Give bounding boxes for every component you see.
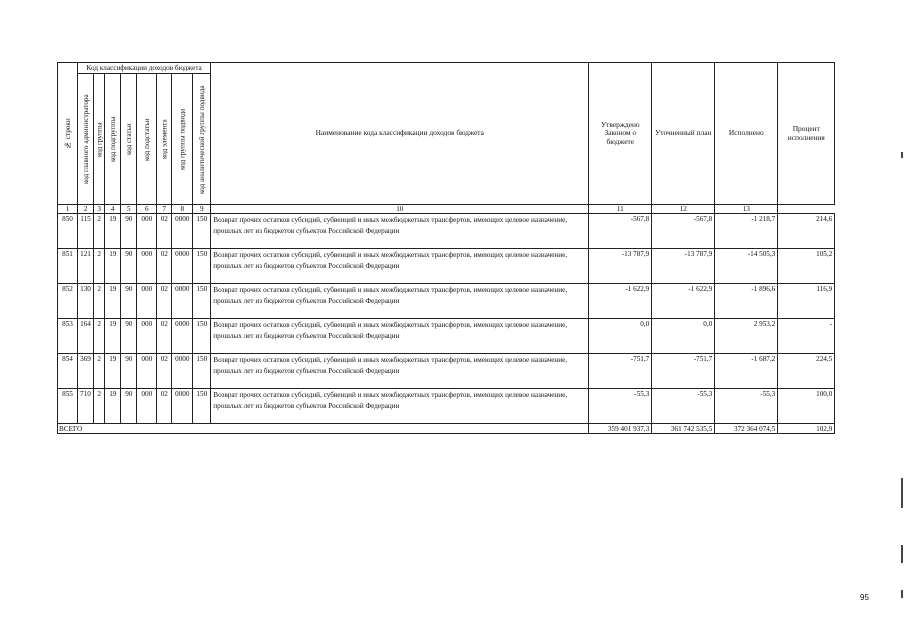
cell-row-number: 855 <box>58 389 78 424</box>
cell-element-code: 02 <box>157 214 172 249</box>
header-code-subgroup: код подгруппы <box>105 74 121 205</box>
cell-approved: -13 787,9 <box>589 249 652 284</box>
cell-analytic-group-code: 150 <box>193 284 211 319</box>
column-number-row <box>58 205 835 214</box>
cell-article-code: 90 <box>121 319 137 354</box>
cell-subtype-group-code: 0000 <box>172 319 193 354</box>
col-number: 6 <box>137 205 157 214</box>
scan-edge-mark <box>901 478 903 508</box>
col-number: 2 <box>78 205 94 214</box>
table-body <box>58 214 835 424</box>
col-number: 5 <box>121 205 137 214</box>
cell-name: Возврат прочих остатков субсидий, субвенций и иных межбюджетных трансфертов, имеющих целевое назначение, прошлых лет из бюджетов субъектов Российской Федерации <box>211 389 589 424</box>
cell-name: Возврат прочих остатков субсидий, субвенций и иных межбюджетных трансфертов, имеющих целевое назначение, прошлых лет из бюджетов субъектов Российской Федерации <box>211 319 589 354</box>
cell-name: Возврат прочих остатков субсидий, субвенций и иных межбюджетных трансфертов, имеющих целевое назначение, прошлых лет из бюджетов субъектов Российской Федерации <box>211 284 589 319</box>
budget-revenue-table <box>57 62 835 434</box>
cell-row-number: 850 <box>58 214 78 249</box>
total-executed: 372 364 074,5 <box>715 424 778 434</box>
header-executed: Исполнено <box>715 63 778 205</box>
cell-subarticle-code: 000 <box>137 214 157 249</box>
cell-executed: 2 953,2 <box>715 319 778 354</box>
cell-article-code: 90 <box>121 354 137 389</box>
header-refined: Уточненный план <box>652 63 715 205</box>
cell-name: Возврат прочих остатков субсидий, субвенций и иных межбюджетных трансфертов, имеющих целевое назначение, прошлых лет из бюджетов субъектов Российской Федерации <box>211 249 589 284</box>
total-refined: 361 742 535,5 <box>652 424 715 434</box>
cell-refined: -1 622,9 <box>652 284 715 319</box>
cell-row-number: 852 <box>58 284 78 319</box>
cell-approved: -567,8 <box>589 214 652 249</box>
cell-approved: -751,7 <box>589 354 652 389</box>
cell-admin-code: 115 <box>78 214 94 249</box>
cell-executed: -14 505,3 <box>715 249 778 284</box>
cell-subtype-group-code: 0000 <box>172 284 193 319</box>
cell-percent: 116,9 <box>778 284 835 319</box>
cell-admin-code: 710 <box>78 389 94 424</box>
col-number: 12 <box>652 205 715 214</box>
cell-subarticle-code: 000 <box>137 389 157 424</box>
cell-element-code: 02 <box>157 354 172 389</box>
cell-name: Возврат прочих остатков субсидий, субвенций и иных межбюджетных трансфертов, имеющих целевое назначение, прошлых лет из бюджетов субъектов Российской Федерации <box>211 214 589 249</box>
header-row-number: № строки <box>58 63 78 205</box>
cell-admin-code: 369 <box>78 354 94 389</box>
col-number: 8 <box>172 205 193 214</box>
header-approved: Утверждено Законом о бюджете <box>589 63 652 205</box>
cell-percent: 100,0 <box>778 389 835 424</box>
cell-row-number: 854 <box>58 354 78 389</box>
cell-group-code: 2 <box>94 284 105 319</box>
cell-group-code: 2 <box>94 249 105 284</box>
cell-approved: 0,0 <box>589 319 652 354</box>
table-row <box>58 319 835 354</box>
cell-percent: 105,2 <box>778 249 835 284</box>
total-percent: 102,9 <box>778 424 835 434</box>
table-row <box>58 389 835 424</box>
cell-executed: -1 896,6 <box>715 284 778 319</box>
header-code-element: код элемента <box>157 74 172 205</box>
page-number: 95 <box>860 593 869 602</box>
table-row <box>58 249 835 284</box>
cell-subarticle-code: 000 <box>137 319 157 354</box>
table-row <box>58 284 835 319</box>
cell-admin-code: 164 <box>78 319 94 354</box>
cell-subgroup-code: 19 <box>105 214 121 249</box>
col-number: 1 <box>58 205 78 214</box>
cell-subgroup-code: 19 <box>105 319 121 354</box>
header-classification-group: Код классификации доходов бюджета <box>78 63 211 74</box>
header-name: Наименование кода классификации доходов бюджета <box>211 63 589 205</box>
cell-analytic-group-code: 150 <box>193 389 211 424</box>
cell-element-code: 02 <box>157 249 172 284</box>
header-percent: Процент исполнения <box>778 63 835 205</box>
header-code-subtype-group: код группы подвида <box>172 74 193 205</box>
cell-admin-code: 130 <box>78 284 94 319</box>
cell-analytic-group-code: 150 <box>193 214 211 249</box>
col-number: 11 <box>589 205 652 214</box>
table-row <box>58 214 835 249</box>
cell-row-number: 853 <box>58 319 78 354</box>
col-number: 9 <box>193 205 211 214</box>
cell-subgroup-code: 19 <box>105 354 121 389</box>
cell-article-code: 90 <box>121 214 137 249</box>
cell-group-code: 2 <box>94 214 105 249</box>
cell-article-code: 90 <box>121 249 137 284</box>
col-number: 13 <box>715 205 778 214</box>
cell-subtype-group-code: 0000 <box>172 354 193 389</box>
cell-percent: 224,5 <box>778 354 835 389</box>
cell-row-number: 851 <box>58 249 78 284</box>
cell-element-code: 02 <box>157 284 172 319</box>
table-header <box>58 63 835 214</box>
cell-subtype-group-code: 0000 <box>172 249 193 284</box>
cell-group-code: 2 <box>94 354 105 389</box>
col-number: 3 <box>94 205 105 214</box>
total-label: ВСЕГО <box>58 424 589 434</box>
cell-executed: -1 218,7 <box>715 214 778 249</box>
header-code-admin: код главного администратора <box>78 74 94 205</box>
cell-approved: -1 622,9 <box>589 284 652 319</box>
scan-edge-mark <box>901 590 903 598</box>
cell-name: Возврат прочих остатков субсидий, субвенций и иных межбюджетных трансфертов, имеющих целевое назначение, прошлых лет из бюджетов субъектов Российской Федерации <box>211 354 589 389</box>
total-row <box>58 424 835 434</box>
cell-refined: 0,0 <box>652 319 715 354</box>
cell-executed: -55,3 <box>715 389 778 424</box>
header-code-group: код группы <box>94 74 105 205</box>
cell-subarticle-code: 000 <box>137 249 157 284</box>
cell-subgroup-code: 19 <box>105 389 121 424</box>
cell-analytic-group-code: 150 <box>193 319 211 354</box>
cell-article-code: 90 <box>121 284 137 319</box>
col-number: 10 <box>211 205 589 214</box>
cell-admin-code: 121 <box>78 249 94 284</box>
cell-refined: -13 787,9 <box>652 249 715 284</box>
cell-subgroup-code: 19 <box>105 249 121 284</box>
cell-percent: - <box>778 319 835 354</box>
cell-element-code: 02 <box>157 319 172 354</box>
cell-executed: -1 687,2 <box>715 354 778 389</box>
cell-analytic-group-code: 150 <box>193 354 211 389</box>
cell-percent: 214,6 <box>778 214 835 249</box>
cell-article-code: 90 <box>121 389 137 424</box>
header-code-article: код статьи <box>121 74 137 205</box>
cell-approved: -55,3 <box>589 389 652 424</box>
header-code-subarticle: код подстатьи <box>137 74 157 205</box>
cell-element-code: 02 <box>157 389 172 424</box>
total-approved: 359 401 937,3 <box>589 424 652 434</box>
cell-subtype-group-code: 0000 <box>172 389 193 424</box>
cell-group-code: 2 <box>94 389 105 424</box>
col-number: 4 <box>105 205 121 214</box>
cell-group-code: 2 <box>94 319 105 354</box>
cell-subarticle-code: 000 <box>137 354 157 389</box>
col-number: 7 <box>157 205 172 214</box>
cell-refined: -55,3 <box>652 389 715 424</box>
scan-edge-mark <box>901 152 903 158</box>
cell-analytic-group-code: 150 <box>193 249 211 284</box>
cell-subgroup-code: 19 <box>105 284 121 319</box>
cell-refined: -751,7 <box>652 354 715 389</box>
cell-refined: -567,8 <box>652 214 715 249</box>
scan-edge-mark <box>901 545 903 563</box>
table-row <box>58 354 835 389</box>
cell-subtype-group-code: 0000 <box>172 214 193 249</box>
cell-subarticle-code: 000 <box>137 284 157 319</box>
header-code-analytic-group: код аналитической группы подвида <box>193 74 211 205</box>
